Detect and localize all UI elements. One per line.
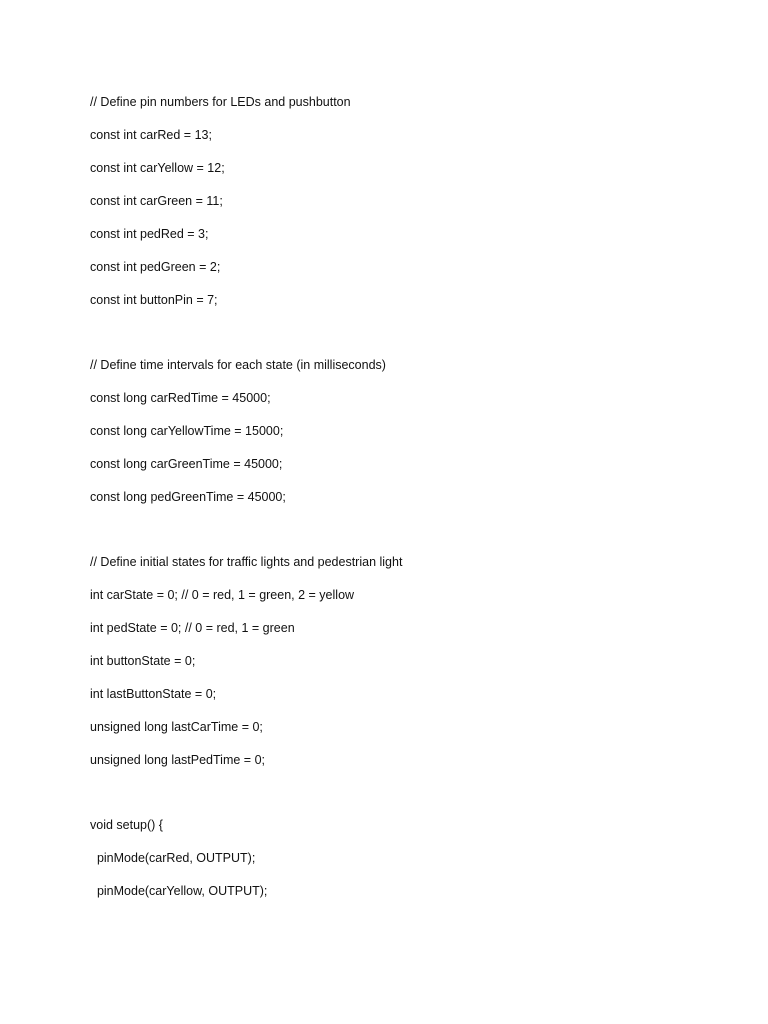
blank-line <box>90 783 730 815</box>
blank-line <box>90 323 730 355</box>
code-line: unsigned long lastCarTime = 0; <box>90 720 263 734</box>
code-line: const long carGreenTime = 45000; <box>90 457 283 471</box>
code-line: pinMode(carYellow, OUTPUT); <box>90 884 268 898</box>
code-line: const int buttonPin = 7; <box>90 293 218 307</box>
code-line: void setup() { <box>90 818 163 832</box>
code-line: int buttonState = 0; <box>90 654 196 668</box>
code-block <box>90 92 730 914</box>
code-line: const long pedGreenTime = 45000; <box>90 490 286 504</box>
comment-line: // Define time intervals for each state (in milliseconds) <box>90 358 386 372</box>
code-line: const long carRedTime = 45000; <box>90 391 271 405</box>
code-line: const int pedGreen = 2; <box>90 260 221 274</box>
blank-line <box>90 520 730 552</box>
code-line: pinMode(carRed, OUTPUT); <box>90 851 256 865</box>
code-line: const int carRed = 13; <box>90 128 212 142</box>
code-line: const int pedRed = 3; <box>90 227 209 241</box>
code-line: int lastButtonState = 0; <box>90 687 217 701</box>
comment-line: // Define pin numbers for LEDs and pushbutton <box>90 95 351 109</box>
code-line: const long carYellowTime = 15000; <box>90 424 284 438</box>
code-line: const int carGreen = 11; <box>90 194 223 208</box>
code-line: unsigned long lastPedTime = 0; <box>90 753 265 767</box>
code-line: int carState = 0; // 0 = red, 1 = green, 2 = yellow <box>90 588 355 602</box>
code-line: const int carYellow = 12; <box>90 161 225 175</box>
comment-line: // Define initial states for traffic lights and pedestrian light <box>90 555 403 569</box>
code-line: int pedState = 0; // 0 = red, 1 = green <box>90 621 295 635</box>
